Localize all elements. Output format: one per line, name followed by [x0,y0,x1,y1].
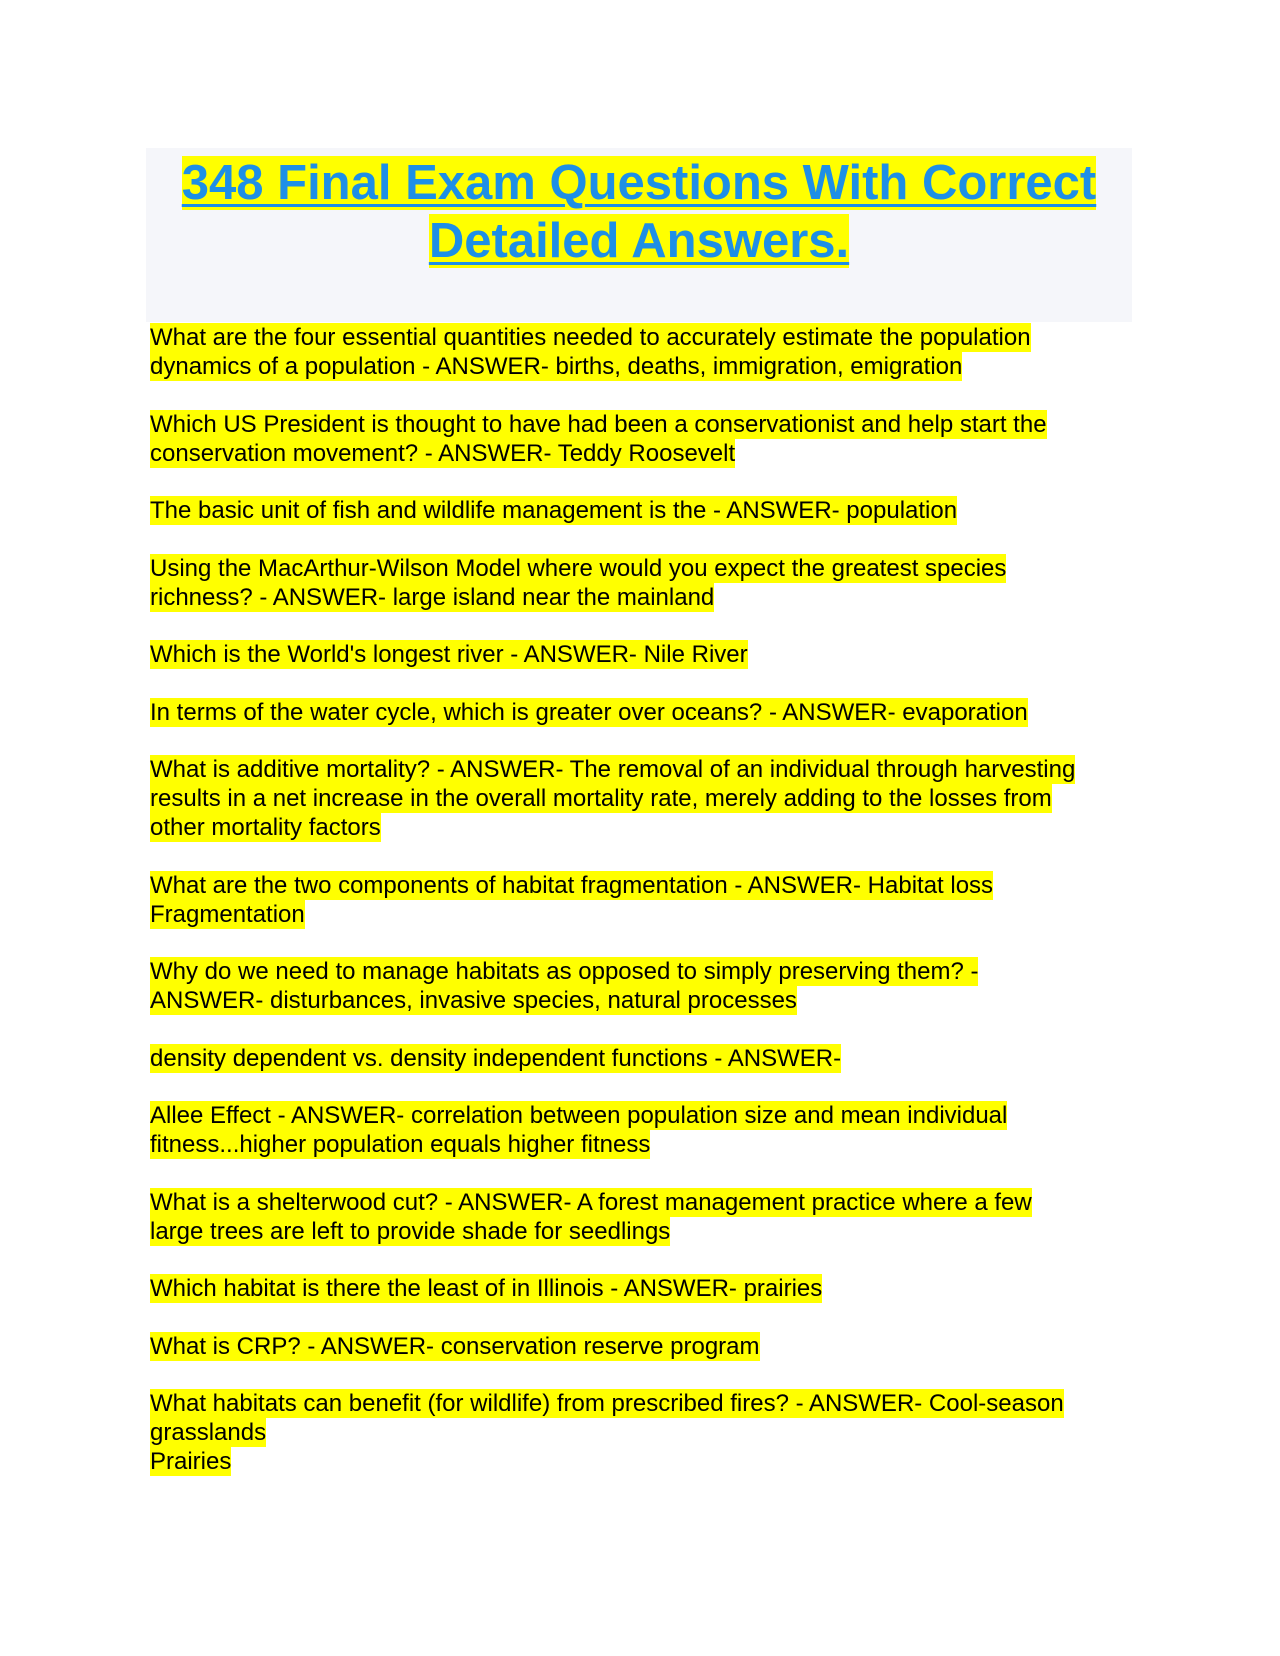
qa-line: conservation movement? - ANSWER- Teddy Roosevelt [150,439,736,467]
qa-line: dynamics of a population - ANSWER- births, deaths, immigration, emigration [150,353,963,380]
qa-line: Why do we need to manage habitats as opposed to simply preserving them? - [150,958,979,985]
qa-item [150,410,1136,468]
document-title [146,154,1132,270]
qa-line: Which habitat is there the least of in Illinois - ANSWER- prairies [150,1275,823,1302]
title-line-2: Detailed Answers. [428,214,850,268]
qa-line: ANSWER- disturbances, invasive species, natural processes [150,987,797,1014]
qa-line: other mortality factors [150,814,381,841]
qa-item [150,1044,1136,1073]
qa-line: large trees are left to provide shade for seedlings [150,1217,671,1245]
qa-item [150,496,1136,525]
qa-line: grasslands [150,1419,267,1446]
qa-item [150,1101,1136,1159]
qa-line: density dependent vs. density independent functions - ANSWER- [150,1044,842,1072]
qa-item [150,1188,1136,1246]
qa-line: richness? - ANSWER- large island near the mainland [150,583,715,611]
title-line-1: 348 Final Exam Questions With Correct [181,156,1097,210]
qa-line: In terms of the water cycle, which is greater over oceans? - ANSWER- evaporation [150,698,1028,726]
title-box [146,148,1132,322]
qa-line: What is a shelterwood cut? - ANSWER- A forest management practice where a few [150,1188,1032,1216]
qa-list [150,323,1136,1505]
qa-line: What habitats can benefit (for wildlife) from prescribed fires? - ANSWER- Cool-season [150,1390,1064,1417]
qa-line: What are the two components of habitat fragmentation - ANSWER- Habitat loss [150,871,994,899]
qa-item [150,640,1136,669]
qa-line: Fragmentation [150,900,305,928]
qa-line: What is additive mortality? - ANSWER- The removal of an individual through harvesting [150,756,1076,783]
qa-line: Allee Effect - ANSWER- correlation between population size and mean individual [150,1102,1008,1129]
qa-line: Prairies [150,1448,232,1475]
qa-item [150,957,1136,1015]
qa-item [150,755,1136,842]
qa-item [150,323,1136,381]
qa-item [150,871,1136,929]
qa-item [150,1389,1136,1476]
qa-line: The basic unit of fish and wildlife management is the - ANSWER- population [150,497,958,524]
qa-line: Using the MacArthur-Wilson Model where would you expect the greatest species [150,554,1007,582]
qa-item [150,1274,1136,1303]
qa-line: What is CRP? - ANSWER- conservation reserve program [150,1332,760,1360]
qa-item [150,554,1136,612]
qa-line: results in a net increase in the overall mortality rate, merely adding to the losses from [150,785,1052,812]
qa-line: Which is the World's longest river - ANSWER- Nile River [150,641,748,668]
qa-line: Which US President is thought to have had been a conservationist and help start the [150,410,1047,438]
qa-line: fitness...higher population equals higher fitness [150,1131,651,1158]
qa-item [150,1332,1136,1361]
qa-item [150,698,1136,727]
qa-line: What are the four essential quantities needed to accurately estimate the population [150,324,1031,351]
